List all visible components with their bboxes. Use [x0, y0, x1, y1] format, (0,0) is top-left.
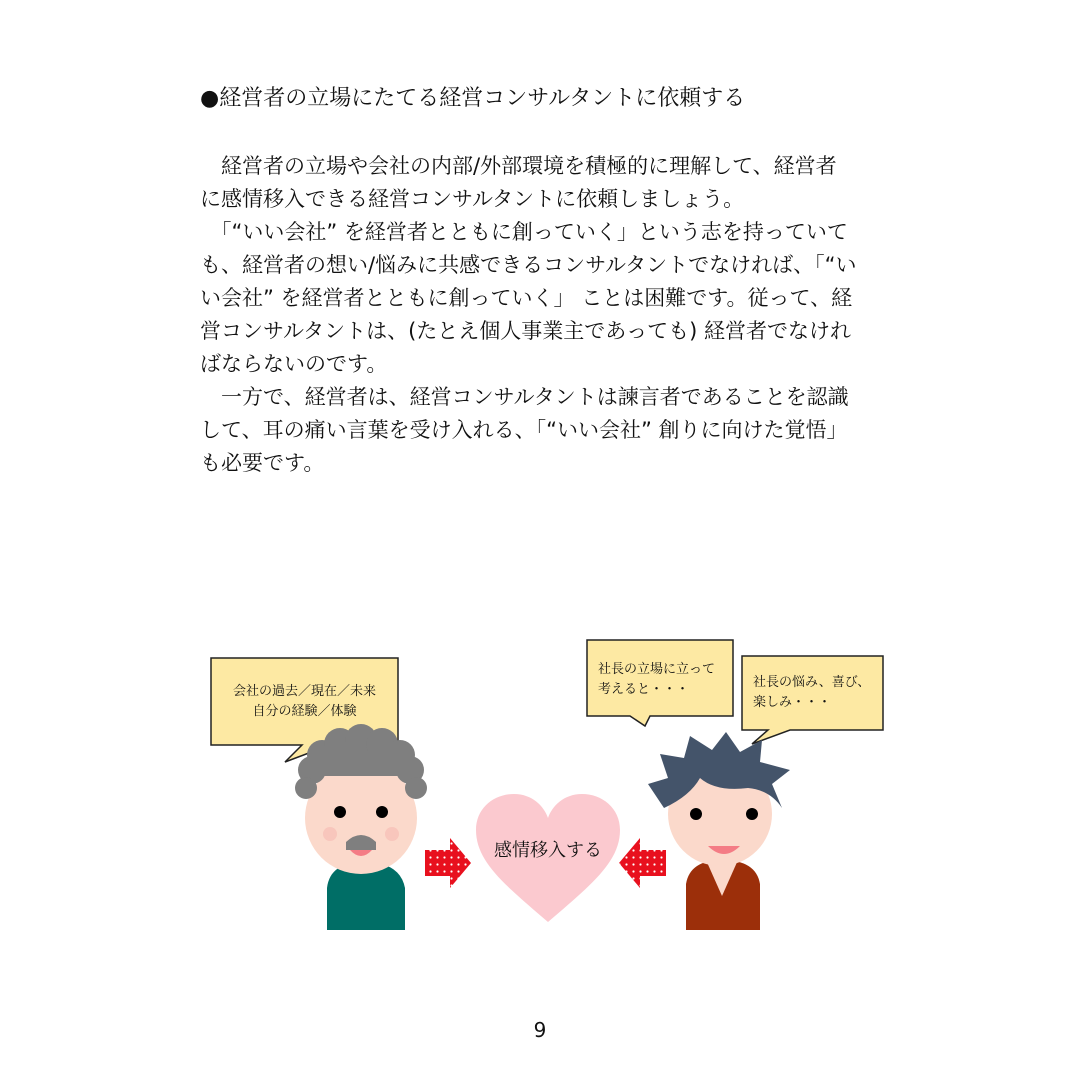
- bubble-line: 社長の悩み、喜び、: [753, 675, 871, 690]
- text-line: 経営者の立場や会社の内部/外部環境を積極的に理解して、経営者: [200, 154, 837, 178]
- text-line: も、経営者の想い/悩みに共感できるコンサルタントでなければ、「“い: [200, 253, 857, 277]
- right-bubble-upper-text: [598, 660, 715, 700]
- bubble-line: 自分の経験／体験: [252, 704, 357, 719]
- heart-label: 感情移入する: [494, 840, 602, 861]
- text-line: ばならないのです。: [200, 352, 388, 376]
- bubble-line: 会社の過去／現在／未来: [232, 684, 376, 699]
- older-man-avatar: [295, 724, 427, 930]
- text-line: も必要です。: [200, 451, 325, 475]
- text-line: して、耳の痛い言葉を受け入れる、「“いい会社” 創りに向けた覚悟」: [200, 418, 848, 442]
- right-arrow-icon: [425, 838, 471, 888]
- left-arrow-icon: [619, 838, 666, 888]
- bubble-line: 考えると・・・: [598, 682, 690, 697]
- bubble-line: 楽しみ・・・: [753, 695, 832, 710]
- page-number: 9: [533, 1018, 547, 1042]
- text-line: に感情移入できる経営コンサルタントに依頼しましょう。: [200, 187, 745, 211]
- younger-man-avatar: [648, 732, 790, 930]
- text-line: い会社” を経営者とともに創っていく」 ことは困難です。従って、経: [200, 286, 853, 310]
- text-line: 一方で、経営者は、経営コンサルタントは諫言者であることを認識: [200, 385, 849, 409]
- section-heading: ●経営者の立場にたてる経営コンサルタントに依頼する: [200, 86, 746, 111]
- left-bubble-text: [214, 682, 395, 722]
- right-bubble-lower-text: [753, 673, 870, 713]
- text-line: 営コンサルタントは、(たとえ個人事業主であっても) 経営者でなけれ: [200, 319, 851, 343]
- text-line: 「“いい会社” を経営者とともに創っていく」という志を持っていて: [200, 220, 848, 244]
- bubble-line: 社長の立場に立って: [598, 662, 716, 677]
